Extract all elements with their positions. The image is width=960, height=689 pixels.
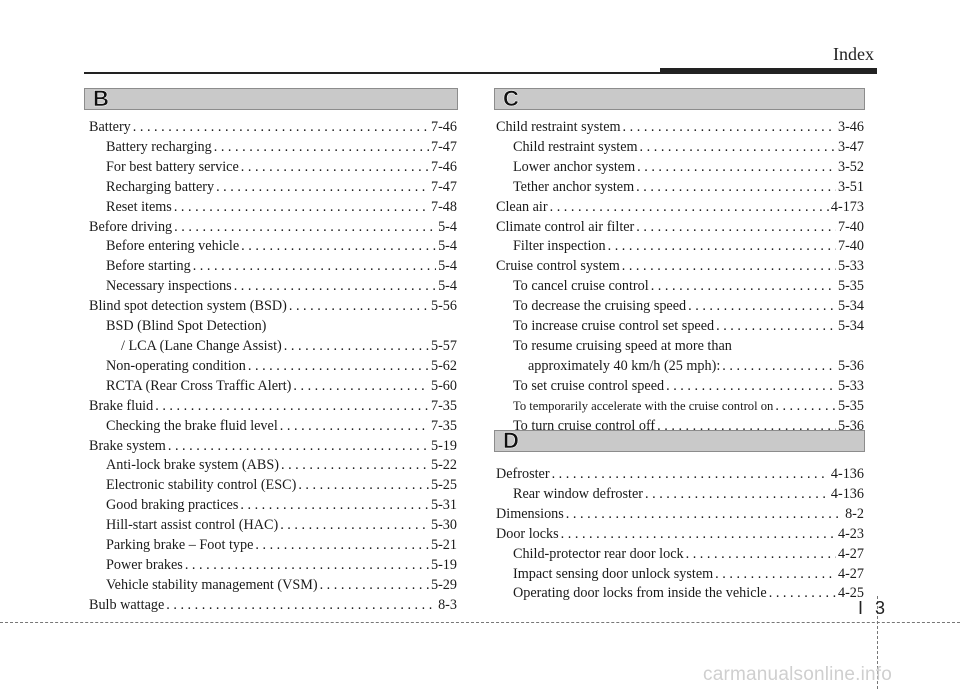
- index-entry: approximately 40 km/h (25 mph): . . . 5-36: [496, 357, 864, 377]
- index-entry: Child restraint system . . . 3-47: [496, 138, 864, 158]
- index-entry: To increase cruise control set speed . . . 5-34: [496, 317, 864, 337]
- index-column-d: [496, 465, 864, 604]
- index-entry: Bulb wattage . . . 8-3: [89, 596, 457, 616]
- index-entry: Parking brake – Foot type . . . 5-21: [89, 536, 457, 556]
- section-letter-c: C: [503, 86, 519, 111]
- index-entry: Hill-start assist control (HAC) . . . 5-30: [89, 516, 457, 536]
- index-entry: Operating door locks from inside the vehicle . . . 4-25: [496, 584, 864, 604]
- footer-dashed-rule: [0, 622, 960, 623]
- index-entry: Battery recharging . . . 7-47: [89, 138, 457, 158]
- index-entry: Impact sensing door unlock system . . . 4-27: [496, 565, 864, 585]
- index-entry: Reset items . . . 7-48: [89, 198, 457, 218]
- index-entry: Rear window defroster . . . 4-136: [496, 485, 864, 505]
- watermark: carmanualsonline.info: [703, 664, 893, 685]
- index-entry: Blind spot detection system (BSD) . . . 5-56: [89, 297, 457, 317]
- index-column-b: [89, 118, 457, 616]
- section-header-c: [494, 88, 865, 110]
- index-entry: Anti-lock brake system (ABS) . . . 5-22: [89, 456, 457, 476]
- index-entry: Cruise control system . . . 5-33: [496, 257, 864, 277]
- header-rule-accent: [660, 68, 877, 73]
- index-entry: Climate control air filter . . . 7-40: [496, 218, 864, 238]
- index-entry: Tether anchor system . . . 3-51: [496, 178, 864, 198]
- index-entry: Battery . . . 7-46: [89, 118, 457, 138]
- index-header-title: Index: [833, 44, 874, 64]
- page-number-value: 3: [875, 598, 886, 618]
- index-entry: Necessary inspections . . . 5-4: [89, 277, 457, 297]
- index-entry: Electronic stability control (ESC) . . . 5-25: [89, 476, 457, 496]
- index-entry: Filter inspection . . . 7-40: [496, 237, 864, 257]
- index-entry: Child restraint system . . . 3-46: [496, 118, 864, 138]
- index-entry: RCTA (Rear Cross Traffic Alert) . . . 5-60: [89, 377, 457, 397]
- index-entry: Brake system . . . 5-19: [89, 437, 457, 457]
- index-entry: Non-operating condition . . . 5-62: [89, 357, 457, 377]
- index-entry-continued: To resume cruising speed at more than: [513, 337, 732, 354]
- index-entry: Before driving . . . 5-4: [89, 218, 457, 238]
- index-entry: To set cruise control speed . . . 5-33: [496, 377, 864, 397]
- section-letter-d: D: [503, 428, 519, 453]
- index-entry: Lower anchor system . . . 3-52: [496, 158, 864, 178]
- index-entry: Child-protector rear door lock . . . 4-27: [496, 545, 864, 565]
- index-entry: Before entering vehicle . . . 5-4: [89, 237, 457, 257]
- index-entry: Vehicle stability management (VSM) . . . 5-29: [89, 576, 457, 596]
- index-entry: Dimensions . . . 8-2: [496, 505, 864, 525]
- index-column-c: [496, 118, 864, 437]
- index-entry: To temporarily accelerate with the cruise control on . . . 5-35: [496, 397, 864, 417]
- index-entry: / LCA (Lane Change Assist) . . . 5-57: [89, 337, 457, 357]
- index-entry: Power brakes . . . 5-19: [89, 556, 457, 576]
- index-entry: Brake fluid . . . 7-35: [89, 397, 457, 417]
- index-entry: Clean air . . . 4-173: [496, 198, 864, 218]
- index-entry: For best battery service . . . 7-46: [89, 158, 457, 178]
- index-entry: Checking the brake fluid level . . . 7-35: [89, 417, 457, 437]
- page-section-label: I: [858, 598, 864, 618]
- section-header-b: [84, 88, 458, 110]
- index-entry: Recharging battery . . . 7-47: [89, 178, 457, 198]
- page-number: [858, 598, 885, 619]
- index-entry: To cancel cruise control . . . 5-35: [496, 277, 864, 297]
- index-entry: To decrease the cruising speed . . . 5-34: [496, 297, 864, 317]
- index-entry: Good braking practices . . . 5-31: [89, 496, 457, 516]
- index-entry: Before starting . . . 5-4: [89, 257, 457, 277]
- index-entry: Defroster . . . 4-136: [496, 465, 864, 485]
- section-letter-b: B: [93, 86, 109, 111]
- index-entry-continued: BSD (Blind Spot Detection): [106, 318, 267, 335]
- index-entry: Door locks . . . 4-23: [496, 525, 864, 545]
- index-entry: To turn cruise control off . . . 5-36: [496, 417, 864, 437]
